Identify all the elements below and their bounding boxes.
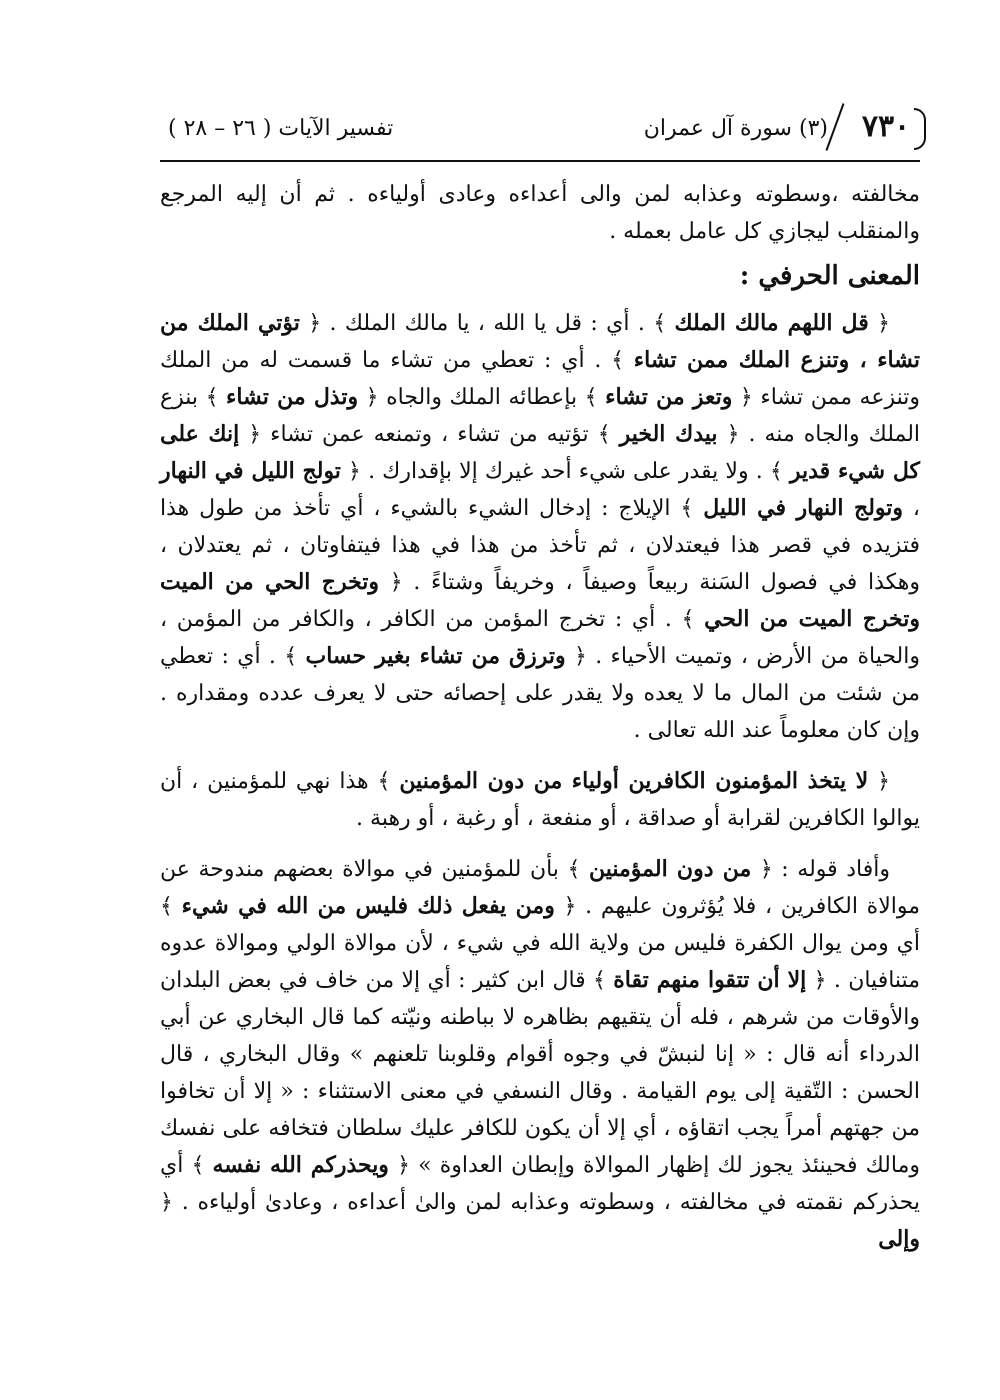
commentary-text: وأفاد قوله : ﴿	[751, 857, 890, 882]
commentary-text: ﴾ تؤتيه من تشاء ، وتمنعه عمن تشاء ﴿	[239, 422, 620, 447]
commentary-text: ﴾ الإيلاج : إدخال الشيء بالشيء ، أي تأخذ من طول هذا فتزيده في قصر هذا فيعتدلان ، ثم تأخذ من هذا في هذا فيتفاوتان ، ثم يعتدلان ، وهكذا في فصول السَنة ربيعاً وصيفاً ، وخريفاً وشتاءً . ﴿	[160, 496, 921, 595]
commentary-text: ﴾ أي يحذركم نقمته في مخالفته ، وسطوته وعذابه لمن والىٰ أعداءه ، وعادىٰ أولياءه . ﴿	[160, 1153, 920, 1215]
commentary-text: ﴾ بأن للمؤمنين في موالاة بعضهم مندوحة عن موالاة الكافرين ، فلا يُؤثرون عليهم . ﴿	[160, 857, 921, 919]
verses-range: تفسير الآيات ( ٢٦ – ٢٨ )	[168, 116, 394, 141]
commentary-text: ﴿	[868, 769, 890, 794]
commentary-text: ﴾ . أي : تخرج المؤمن من الكافر ، والكافر من المؤمن ، والحياة من الأرض ، وتميت الأحياء . ﴿	[160, 607, 920, 669]
commentary-text: ،	[903, 496, 920, 521]
quran-verse-text: وتذل من تشاء	[226, 384, 359, 410]
paragraph-prohibition	[160, 763, 920, 837]
quran-verse-text: من دون المؤمنين	[588, 856, 752, 882]
intro-paragraph: مخالفته ،وسطوته وعذابه لمن والى أعداءه وعادى أولياءه . ثم أن إليه المرجع والمنقلب ليجازي كل عامل بعمله .	[160, 182, 920, 244]
header-slash-divider	[826, 103, 845, 151]
document-body	[160, 176, 920, 1258]
commentary-text: ﴾ بإعطائه الملك والجاه ﴿	[358, 385, 606, 410]
quran-verse-text: وتولج النهار في الليل	[703, 495, 904, 521]
quran-verse-text: وإلى	[878, 1226, 920, 1252]
commentary-text: ﴾ هذا نهي للمؤمنين ، أن يوالوا الكافرين لقرابة أو صداقة ، أو منفعة ، أو رغبة ، أو رهبة .	[160, 769, 920, 831]
quran-verse-text: إنك على كل شيء قدير	[160, 421, 920, 484]
quran-verse-text: وتعز من تشاء	[605, 384, 733, 410]
quran-verse-text: تولج الليل في النهار	[160, 458, 341, 484]
paragraph-explanation	[160, 851, 920, 1258]
quran-verse-text: بيدك الخير	[619, 421, 718, 447]
quran-verse-text: لا يتخذ المؤمنون الكافرين أولياء من دون المؤمنين	[399, 768, 869, 794]
section-heading: المعنى الحرفي :	[739, 261, 920, 291]
quran-verse-text: ويحذركم الله نفسه	[212, 1152, 389, 1178]
header-rule	[160, 160, 920, 162]
page-header	[160, 100, 920, 160]
quran-verse-text: قل اللهم مالك الملك	[674, 310, 869, 336]
commentary-text: ﴾ قال ابن كثير : أي إلا من خاف في بعض البلدان والأوقات من شرهم ، فله أن يتقيهم بظاهره لا بباطنه ونيّته كما قال البخاري عن أبي الدرداء أنه قال : « إنا لنبشّ في وجوه أقوام وقلوبنا تلعنهم » وقال البخاري ، قال الحسن : التّقية إلى يوم القيامة . وقال النسفي في معنى الاستثناء : « إلا أن تخافوا من جهتهم أمراً يجب اتقاؤه ، أي إلا أن يكون للكافر عليك سلطان فتخافه على نفسك ومالك فحينئذ يجوز لك إظهار الموالاة وإبطان العداوة » ﴿	[160, 968, 920, 1178]
commentary-text: ﴾ . ولا يقدر على شيء أحد غيرك إلا بإقدارك . ﴿	[340, 459, 790, 484]
quran-verse-text: وتخرج الحي من الميت وتخرج الميت من الحي	[160, 569, 920, 632]
commentary-text: ﴿	[868, 311, 890, 336]
surah-title: (٣) سورة آل عمران	[643, 116, 828, 141]
page-number-text: ٧٣٠	[861, 109, 911, 144]
quran-verse-text: إلا أن تتقوا منهم تقاة	[613, 967, 807, 993]
commentary-text: ﴾ أي ومن يوال الكفرة فليس من ولاية الله في شيء ، لأن موالاة الولي وموالاة عدوه متنافيان . ﴿	[160, 894, 920, 993]
commentary-text: ﴾ . أي : تعطي من شئت من المال ما لا يعده ولا يقدر على إحصائه حتى لا يعرف عدده ومقداره . وإن كان معلوماً عند الله تعالى .	[160, 644, 920, 743]
quran-verse-text: ومن يفعل ذلك فليس من الله في شيء	[181, 893, 555, 919]
quran-verse-text: وترزق من تشاء بغير حساب	[305, 643, 566, 669]
paragraph-literal-meaning	[160, 305, 920, 749]
page-number	[852, 106, 920, 148]
page-number-bracket	[914, 108, 926, 150]
commentary-text: ﴾ . أي : قل يا الله ، يا مالك الملك . ﴿	[299, 311, 675, 336]
commentary-text: ﴾ . أي : تعطي من تشاء ما قسمت له من الملك وتنزعه ممن تشاء ﴿	[160, 348, 920, 410]
commentary-text: ﴾ بنزع الملك والجاه منه . ﴿	[160, 385, 921, 447]
quran-verse-text: تؤتي الملك من تشاء ، وتنزع الملك ممن تشاء	[160, 310, 920, 373]
